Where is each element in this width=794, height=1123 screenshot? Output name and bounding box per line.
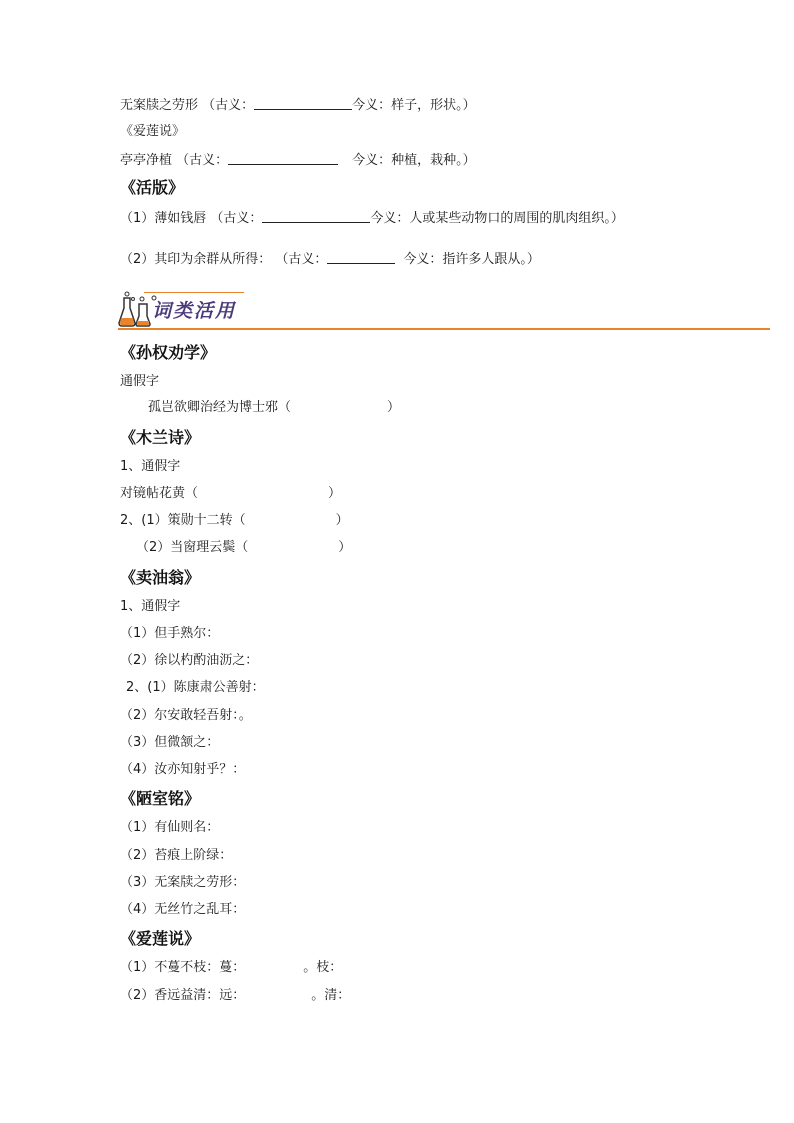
question-item: （2）苔痕上阶绿：: [120, 848, 233, 863]
text-title-ai-lian-shuo: 《爱莲说》: [120, 124, 186, 139]
answer-blank[interactable]: [262, 210, 370, 223]
heading-mai-you-weng: 《卖油翁》: [120, 568, 201, 587]
label-tong-jia-zi: 通假字: [120, 374, 160, 389]
section-banner: [118, 290, 770, 332]
question-item: 对镜帖花黄（ ）: [120, 486, 342, 501]
question-item: （1）有仙则名：: [120, 820, 220, 835]
question-item: （3）但微颔之：: [120, 735, 220, 750]
section-divider: [118, 328, 770, 330]
question-item: 2、(1）策勋十二转（ ）: [120, 513, 349, 528]
question-item: 孤岂欲卿治经为博士邪（ ）: [148, 400, 401, 415]
banner-top-line: [144, 292, 244, 293]
question-item: （2）香远益清：远： 。清：: [120, 988, 351, 1003]
heading-mu-lan-shi: 《木兰诗》: [120, 428, 201, 447]
label-tong-jia-zi: 1、通假字: [120, 599, 181, 614]
question-item: （2）尔安敢轻吾射：。: [120, 708, 252, 723]
question-item: （4）无丝竹之乱耳：: [120, 902, 246, 917]
answer-blank[interactable]: [228, 152, 338, 165]
label-tong-jia-zi: 1、通假字: [120, 459, 181, 474]
question-item: 2、(1）陈康肃公善射：: [126, 680, 265, 695]
gloss-line-qian-chun: （1）薄如钱唇 （古义： 今义：人或某些动物口的周围的肌肉组织。）: [120, 211, 624, 226]
heading-huo-ban: 《活版》: [120, 178, 185, 197]
gloss-line-an-du: 无案牍之劳形 （古义： 今义：样子，形状。）: [120, 98, 476, 113]
answer-blank[interactable]: [327, 251, 395, 264]
heading-sun-quan-quan-xue: 《孙权劝学》: [120, 343, 217, 362]
heading-ai-lian-shuo: 《爱莲说》: [120, 929, 201, 948]
heading-lou-shi-ming: 《陋室铭》: [120, 789, 201, 808]
section-title: 词类活用: [152, 300, 237, 322]
answer-blank[interactable]: [254, 97, 352, 110]
gloss-line-qun-cong: （2）其印为余群从所得： （古义： 今义：指许多人跟从。）: [120, 252, 540, 267]
question-item: （1）但手熟尔：: [120, 626, 220, 641]
question-item: （2）徐以杓酌油沥之：: [120, 653, 259, 668]
gloss-line-jing-zhi: 亭亭净植 （古义： 今义：种植，栽种。）: [120, 153, 476, 168]
question-item: （2）当窗理云鬓（ ）: [136, 540, 352, 555]
question-item: （4）汝亦知射乎？：: [120, 762, 246, 777]
question-item: （3）无案牍之劳形：: [120, 875, 246, 890]
question-item: （1）不蔓不枝：蔓： 。枝：: [120, 960, 343, 975]
